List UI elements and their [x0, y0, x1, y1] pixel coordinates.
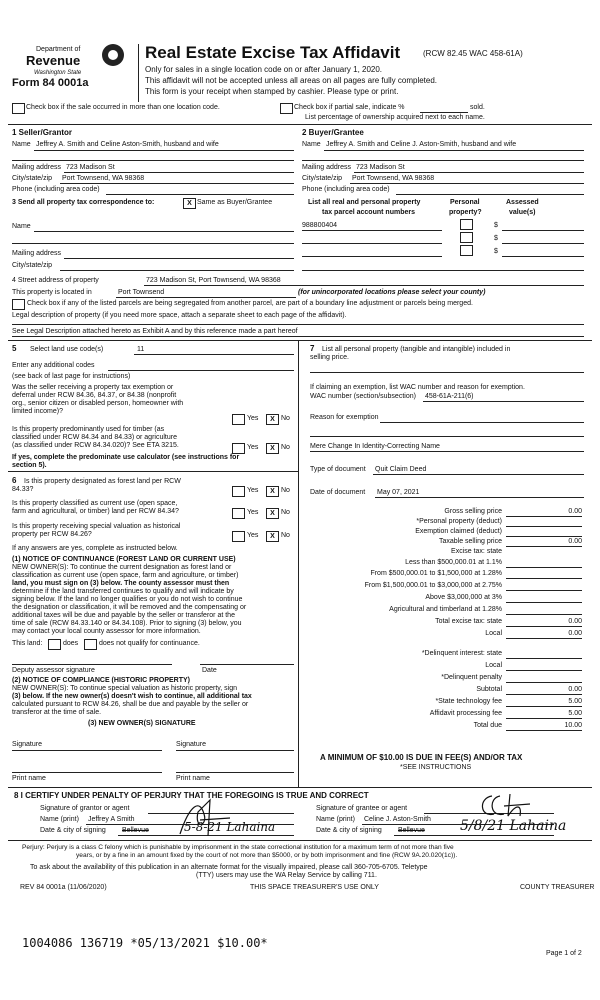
does-label: does	[63, 640, 79, 647]
personal-property-checkbox-1[interactable]	[460, 219, 473, 230]
buyer-name-label: Name	[302, 141, 321, 148]
deputy-signature-label: Deputy assessor signature	[12, 667, 95, 674]
notice1-line-4: determine if the land transferred continues to qualify and will indicate by	[12, 588, 234, 595]
column-divider	[298, 340, 299, 788]
legal-description-label: Legal description of property (if you need more space, attach a separate sheet to each page of the affidavit).	[12, 312, 347, 319]
total-label-13: Local	[485, 662, 502, 669]
deputy-signature-field[interactable]	[12, 664, 172, 665]
total-value-15[interactable]: 0.00	[568, 686, 582, 693]
notice1-line-5: signing below. If the land no longer qualifies or you do not wish to continue	[12, 596, 243, 603]
total-line-1	[506, 526, 582, 527]
wac-line	[423, 401, 584, 402]
treasurer-use: THIS SPACE TREASURER'S USE ONLY	[250, 884, 379, 891]
special-no-label: No	[281, 532, 290, 539]
total-label-18: Total due	[473, 722, 502, 729]
does-not-label: does not qualify for continuance.	[99, 640, 200, 647]
partial-sale-label: Check box if partial sale, indicate %	[294, 104, 405, 111]
timber-yes-checkbox[interactable]	[232, 443, 245, 454]
form-number: Form 84 0001a	[12, 77, 89, 89]
forest-yes-checkbox[interactable]	[232, 486, 245, 497]
assessed-value-1[interactable]	[502, 230, 584, 231]
new-owner-signature-label-2: Signature	[176, 741, 206, 748]
total-label-1: *Personal property (deduct)	[416, 518, 502, 525]
total-value-18[interactable]: 10.00	[564, 722, 582, 729]
notice2-line-4: transferor at the time of sale.	[12, 709, 102, 716]
notice3-heading: (3) NEW OWNER(S) SIGNATURE	[88, 720, 196, 727]
parcel-head-3: Assessed	[506, 199, 539, 206]
open-yes-checkbox[interactable]	[232, 508, 245, 519]
special-q-2: property per RCW 84.26?	[12, 531, 92, 538]
special-yes-label: Yes	[247, 532, 259, 539]
buyer-mailing-label: Mailing address	[302, 164, 352, 171]
name-grantor-value[interactable]: Jeffrey A Smith	[88, 816, 135, 823]
doc-date-line	[375, 497, 584, 498]
section3-name-line2	[12, 243, 294, 244]
date-grantee-label: Date & city of signing	[316, 827, 382, 834]
more-locations-label: Check box if the sale occurred in more than one location code.	[26, 104, 220, 111]
date-grantee-city[interactable]: Bellevue	[398, 827, 425, 834]
forest-yes-label: Yes	[247, 487, 259, 494]
perjury-line-2: years, or by a fine in an amount fixed by the court of not more than $5000, or by both imprisonment and fine (RCW 9A.20.020(1c)).	[76, 852, 458, 859]
if-any-yes: If any answers are yes, complete as instructed below.	[12, 545, 178, 552]
legal-line-1	[12, 324, 584, 325]
notice2-line-3: calculated pursuant to RCW 84.26, shall be due and payable by the seller or	[12, 701, 249, 708]
timber-q-3: (as classified under RCW 84.34.020)? See ETA 3215.	[12, 442, 179, 449]
open-q-2: farm and agricultural, or timber) land per RCW 84.34?	[12, 508, 179, 515]
date-grantee-line	[394, 835, 554, 836]
assessed-value-3[interactable]	[502, 256, 584, 257]
total-line-18	[506, 730, 582, 731]
special-no-checkbox[interactable]: X	[266, 531, 279, 542]
personal-property-label-1: List all personal property (tangible and intangible) included in	[322, 346, 511, 353]
forest-q-1: Is this property designated as forest land per RCW	[24, 478, 181, 485]
dept-line2: Revenue	[26, 53, 81, 68]
buyer-name-line2	[302, 160, 584, 161]
open-no-label: No	[281, 509, 290, 516]
dor-logo	[10, 44, 130, 94]
total-line-0	[506, 516, 582, 517]
seller-heading: 1 Seller/Grantor	[12, 128, 73, 137]
partial-sale-percent-field[interactable]	[420, 112, 468, 113]
land-use-value[interactable]: 11	[137, 346, 145, 353]
date-grantor-handwritten: 5-8-21 Lahaina	[184, 820, 276, 834]
new-owner-print-label-1: Print name	[12, 775, 46, 782]
grantor-signature	[170, 794, 250, 840]
exemption-q-4: limited income)?	[12, 408, 63, 415]
parcel-1[interactable]: 988800404	[302, 222, 338, 229]
same-as-buyer-label: Same as Buyer/Grantee	[197, 199, 273, 206]
parcel-head-3b: value(s)	[509, 209, 536, 216]
seller-mailing[interactable]: 723 Madison St	[66, 164, 115, 171]
timber-no-label: No	[281, 444, 290, 451]
new-owner-print-1[interactable]	[12, 772, 162, 773]
exemption-q-2: deferral under RCW 84.36, 84.37, or 84.38 (nonprofit	[12, 392, 177, 399]
total-label-5: Less than $500,000.01 at 1.1%	[405, 559, 502, 566]
name-grantee-label: Name (print)	[316, 816, 355, 823]
does-checkbox[interactable]	[48, 639, 61, 650]
seller-name-label: Name	[12, 141, 31, 148]
name-grantee-value[interactable]: Celine J. Aston-Smith	[364, 816, 431, 823]
notice1-line-7: additional taxes will be due and payable by the seller or transferor at the	[12, 612, 235, 619]
additional-codes-field[interactable]	[108, 370, 294, 371]
partial-sale-checkbox[interactable]	[280, 103, 293, 114]
special-yes-checkbox[interactable]	[232, 531, 245, 542]
wac-value[interactable]: 458-61A-211(6)	[425, 393, 474, 400]
parcel-line-3	[302, 256, 442, 257]
buyer-phone-field[interactable]	[396, 194, 584, 195]
form-title-ref: (RCW 82.45 WAC 458-61A)	[423, 49, 523, 58]
parcel-line-1	[302, 230, 442, 231]
parcel-head-1b: tax parcel account numbers	[322, 209, 415, 216]
total-label-16: *State technology fee	[435, 698, 502, 705]
deputy-date-label: Date	[202, 667, 217, 674]
open-q-1: Is this property classified as current use (open space,	[12, 500, 178, 507]
section3-city-field[interactable]	[60, 270, 294, 271]
personal-property-checkbox-2[interactable]	[460, 232, 473, 243]
assessed-dollar-3: $	[494, 248, 498, 255]
buyer-heading: 2 Buyer/Grantee	[302, 128, 364, 137]
timber-no-checkbox[interactable]: X	[266, 443, 279, 454]
notice-2: This affidavit will not be accepted unless all areas on all pages are fully completed.	[145, 76, 438, 85]
total-line-5	[506, 567, 582, 568]
new-owner-print-label-2: Print name	[176, 775, 210, 782]
total-value-10[interactable]: 0.00	[568, 618, 582, 625]
forest-q-2: 84.33?	[12, 486, 34, 493]
deputy-date-field[interactable]	[200, 664, 294, 665]
total-label-15: Subtotal	[476, 686, 502, 693]
land-use-line	[134, 354, 294, 355]
doc-type-value[interactable]: Quit Claim Deed	[375, 466, 427, 473]
total-value-11[interactable]: 0.00	[568, 630, 582, 637]
assessed-dollar-2: $	[494, 235, 498, 242]
assessed-value-2[interactable]	[502, 243, 584, 244]
date-grantor-label: Date & city of signing	[40, 827, 106, 834]
if-yes-note-2: section 5).	[12, 462, 47, 469]
section3-mailing-label: Mailing address	[12, 250, 62, 257]
seller-city[interactable]: Port Townsend, WA 98368	[62, 175, 145, 182]
buyer-name[interactable]: Jeffrey A. Smith and Celine J. Aston-Smith, husband and wife	[326, 141, 517, 148]
total-value-17[interactable]: 5.00	[568, 710, 582, 717]
this-land-label: This land:	[12, 640, 43, 647]
reason-line-3	[310, 451, 584, 452]
new-owner-signature-label-1: Signature	[12, 741, 42, 748]
total-label-10: Total excise tax: state	[435, 618, 502, 625]
seller-phone-label: Phone (including area code)	[12, 186, 100, 193]
total-label-11: Local	[485, 630, 502, 637]
seller-name[interactable]: Jeffrey A. Smith and Celine Aston-Smith, husband and wife	[36, 141, 219, 148]
total-line-8	[506, 602, 582, 603]
dept-line1: Department of	[36, 46, 81, 53]
seller-name-line2	[12, 160, 294, 161]
cashier-stamp: 1004086 136719 *05/13/2021 $10.00*	[22, 936, 268, 950]
seller-city-label: City/state/zip	[12, 175, 53, 182]
total-line-16	[506, 706, 582, 707]
total-label-4: Excise tax: state	[451, 548, 502, 555]
notice2-line-1: NEW OWNER(S): To continue special valuation as historic property, sign	[12, 685, 237, 692]
total-line-9	[506, 614, 582, 615]
if-yes-note-1: If yes, complete the predominate use calculator (see instructions for	[12, 454, 240, 461]
land-use-label: Select land use code(s)	[30, 346, 104, 353]
seller-mailing-line	[64, 172, 294, 173]
street-line	[144, 285, 584, 286]
section3-name-label: Name	[12, 223, 31, 230]
located-line	[116, 297, 296, 298]
reason-line-2	[310, 436, 584, 437]
notice2-heading: (2) NOTICE OF COMPLIANCE (HISTORIC PROPERTY)	[12, 677, 190, 684]
see-back-note: (see back of last page for instructions)	[12, 373, 131, 380]
notice1-line-8: time of sale (RCW 84.33.140 or 84.34.108). Prior to signing (3) below, you	[12, 620, 242, 627]
total-label-9: Agricultural and timberland at 1.28%	[389, 606, 502, 613]
parcel-head-2b: property?	[449, 209, 482, 216]
total-label-12: *Delinquent interest: state	[421, 650, 502, 657]
total-line-12	[506, 658, 582, 659]
buyer-name-line	[324, 150, 584, 151]
total-line-11	[506, 638, 582, 639]
segregated-label: Check box if any of the listed parcels are being segregated from another parcel, are part of a boundary line adjustment or parcels being merged.	[27, 300, 473, 307]
page-number: Page 1 of 2	[546, 950, 582, 957]
claiming-line-2: WAC number (section/subsection)	[310, 393, 416, 400]
grantee-signature	[474, 790, 554, 822]
parcel-head-2: Personal	[450, 199, 480, 206]
reason-line-1	[380, 422, 584, 423]
buyer-phone-label: Phone (including area code)	[302, 186, 390, 193]
sig-grantee-label: Signature of grantee or agent	[316, 805, 408, 812]
buyer-mailing[interactable]: 723 Madison St	[356, 164, 405, 171]
section3-label: 3 Send all property tax correspondence to:	[12, 199, 155, 206]
total-value-3[interactable]: 0.00	[568, 538, 582, 545]
notice1-line-2: classification as current use (open space, farm and agriculture, or timber)	[12, 572, 239, 579]
notice1-line-6: the designation or classification, it will be removed and the compensating or	[12, 604, 247, 611]
reason-value[interactable]: Mere Change In Identity-Correcting Name	[310, 443, 440, 450]
exemption-no-checkbox[interactable]: X	[266, 414, 279, 425]
sig-grantor-label: Signature of grantor or agent	[40, 805, 130, 812]
dor-seal-swoosh	[108, 50, 118, 60]
total-line-15	[506, 694, 582, 695]
assessed-dollar-1: $	[494, 222, 498, 229]
total-value-16[interactable]: 5.00	[568, 698, 582, 705]
date-grantee-handwritten: 5/8/21 Lahaina	[460, 818, 567, 834]
buyer-city-line	[350, 183, 584, 184]
new-owner-signature-1[interactable]	[12, 750, 162, 751]
buyer-mailing-line	[354, 172, 584, 173]
total-value-0[interactable]: 0.00	[568, 508, 582, 515]
notice-1: Only for sales in a single location code on or after January 1, 2020.	[145, 65, 383, 74]
doc-date-label: Date of document	[310, 489, 366, 496]
total-line-2	[506, 536, 582, 537]
rev-number: REV 84 0001a (11/06/2020)	[20, 884, 107, 891]
certify-statement: 8 I CERTIFY UNDER PENALTY OF PERJURY THAT THE FOREGOING IS TRUE AND CORRECT	[14, 791, 369, 800]
header-rule	[8, 124, 592, 125]
open-yes-label: Yes	[247, 509, 259, 516]
name-grantor-label: Name (print)	[40, 816, 79, 823]
forest-no-checkbox[interactable]: X	[266, 486, 279, 497]
unincorporated-note: (for unincorporated locations please select your county)	[298, 289, 486, 296]
timber-yes-label: Yes	[247, 444, 259, 451]
county-treasurer: COUNTY TREASURER	[520, 884, 595, 891]
parcel-head-1: List all real and personal property	[308, 199, 421, 206]
special-q-1: Is this property receiving special valuation as historical	[12, 523, 181, 530]
date-grantor-city[interactable]: Bellevue	[122, 827, 149, 834]
total-label-0: Gross selling price	[444, 508, 502, 515]
exemption-no-label: No	[281, 415, 290, 422]
total-line-6	[506, 578, 582, 579]
total-label-14: *Delinquent penalty	[441, 674, 502, 681]
tty-note: (TTY) users may use the WA Relay Service by calling 711.	[196, 872, 377, 879]
section6-heading: 6	[12, 476, 17, 485]
see-instructions: *SEE INSTRUCTIONS	[400, 764, 472, 771]
perjury-line-1: Perjury: Perjury is a class C felony which is punishable by imprisonment in the state correctional institution for a maximum term of not more than five	[22, 844, 454, 851]
section7-rule	[8, 787, 592, 788]
parcel-bottom-line	[302, 270, 584, 271]
form-title: Real Estate Excise Tax Affidavit	[145, 43, 401, 62]
timber-q-1: Is this property predominantly used for timber (as	[12, 426, 165, 433]
doc-date-value[interactable]: May 07, 2021	[377, 489, 420, 496]
new-owner-print-2[interactable]	[176, 772, 294, 773]
section4-rule	[8, 340, 592, 341]
notice1-heading: (1) NOTICE OF CONTINUANCE (FOREST LAND OR CURRENT USE)	[12, 556, 236, 563]
doc-type-line	[373, 474, 584, 475]
parcel-line-2	[302, 243, 442, 244]
sold-label: sold.	[470, 104, 485, 111]
total-line-10	[506, 626, 582, 627]
section3-name-field[interactable]	[34, 231, 294, 232]
total-label-3: Taxable selling price	[438, 538, 502, 545]
additional-codes-label: Enter any additional codes	[12, 362, 95, 369]
street-value[interactable]: 723 Madison St, Port Townsend, WA 98368	[146, 277, 281, 284]
minimum-fee-note: A MINIMUM OF $10.00 IS DUE IN FEE(S) AND/OR TAX	[320, 753, 523, 762]
total-line-14	[506, 682, 582, 683]
dept-line3: Washington State	[34, 70, 82, 76]
personal-property-checkbox-3[interactable]	[460, 245, 473, 256]
notice1-line-3: land, you must sign on (3) below. The county assessor must then	[12, 580, 230, 587]
claiming-line-1: If claiming an exemption, list WAC number and reason for exemption.	[310, 384, 525, 391]
total-line-13	[506, 670, 582, 671]
seller-phone-field[interactable]	[106, 194, 294, 195]
notice-3: This form is your receipt when stamped by cashier. Please type or print.	[145, 87, 399, 96]
total-label-8: Above $3,000,000 at 3%	[425, 594, 502, 601]
total-line-17	[506, 718, 582, 719]
buyer-city-label: City/state/zip	[302, 175, 343, 182]
forest-no-label: No	[281, 487, 290, 494]
total-label-7: From $1,500,000.01 to $3,000,000 at 2.75%	[364, 582, 502, 589]
section5-heading: 5	[12, 344, 17, 353]
does-not-checkbox[interactable]	[84, 639, 97, 650]
street-label: 4 Street address of property	[12, 277, 99, 284]
section7-heading: 7	[310, 344, 315, 353]
personal-property-label-2: selling price.	[310, 354, 349, 361]
located-value[interactable]: Port Townsend	[118, 289, 165, 296]
total-line-3	[506, 546, 582, 547]
section3-mailing-field[interactable]	[64, 258, 294, 259]
total-label-17: Affidavit processing fee	[429, 710, 502, 717]
header-divider	[138, 44, 139, 102]
same-as-buyer-checkbox[interactable]: X	[183, 198, 196, 209]
total-line-7	[506, 590, 582, 591]
located-label: This property is located in	[12, 289, 92, 296]
reason-label: Reason for exemption	[310, 414, 379, 421]
list-percentage-note: List percentage of ownership acquired next to each name.	[305, 114, 485, 121]
notice2-line-2: (3) below. If the new owner(s) doesn't wish to continue, all additional tax	[12, 693, 252, 700]
seller-city-line	[60, 183, 294, 184]
section8-rule	[8, 840, 592, 841]
new-owner-signature-2[interactable]	[176, 750, 294, 751]
legal-line-2	[12, 336, 584, 337]
exemption-q-1: Was the seller receiving a property tax exemption or	[12, 384, 174, 391]
buyer-city[interactable]: Port Townsend, WA 98368	[352, 175, 435, 182]
exemption-q-3: org., senior citizen or disabled person, homeowner with	[12, 400, 184, 407]
legal-description-value[interactable]: See Legal Description attached hereto as Exhibit A and by this reference made a part hereof	[12, 328, 298, 335]
notice1-line-1: NEW OWNER(S): To continue the current designation as forest land or	[12, 564, 232, 571]
section3-city-label: City/state/zip	[12, 262, 53, 269]
notice1-line-9: may contact your local county assessor for more information.	[12, 628, 201, 635]
seller-mailing-label: Mailing address	[12, 164, 62, 171]
total-label-2: Exemption claimed (deduct)	[415, 528, 502, 535]
section5-rule	[8, 471, 298, 472]
alt-format-note: To ask about the availability of this publication in an alternate format for the visually impaired, please call 360-705-6705. Teletype	[30, 864, 428, 871]
total-label-6: From $500,000.01 to $1,500,000 at 1.28%	[370, 570, 502, 577]
seller-name-line	[34, 150, 294, 151]
exemption-yes-checkbox[interactable]	[232, 414, 245, 425]
open-no-checkbox[interactable]: X	[266, 508, 279, 519]
segregated-checkbox[interactable]	[12, 299, 25, 310]
timber-q-2: classified under RCW 84.34 and 84.33) or agriculture	[12, 434, 177, 441]
doc-type-label: Type of document	[310, 466, 366, 473]
more-locations-checkbox[interactable]	[12, 103, 25, 114]
personal-property-line-1[interactable]	[310, 372, 584, 373]
exemption-yes-label: Yes	[247, 415, 259, 422]
